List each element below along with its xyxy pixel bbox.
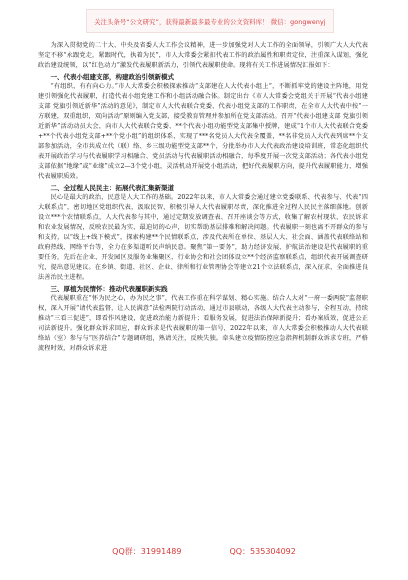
section-2-paragraph: 民心是最大的政治，民意是人大工作的基础。2022年以来，市人大常委会通过建立党委联系、代表参与、代表“四大联系点”，密切地区党组织代表，汲取民智，积极引导人大代表履职尽责，深化推进全过程人民民主落细落地。创新设立***个农情联系点，人大代表参与其中，通过定期发放调查表、召开座谈会等方式，收集了解农村现状、农民诉求和农业发展情况，反映农民最为实、最迫切的心声，切实帮助基层排难和解决问题。代表履职一刻也离不开群众的参与和支持，以“线上+线下模式”，探索构建**个民情联系点，涉及代表所在单位、基层人大、社会面、涵盖代表联络站和政府热线、网络平台等，全力在多渠道听民声纳民意。聚焦“第一要务”，助力经济发展、护航法治建设是代表履职的重要任务，先后在企业、开发园区及服务业集聚区、行业协会和社会团体设立**个经济监察联系点，组织代表开展调查研究，提出意见建议。在乡镇、街道、社区、企业、律所和行业管理协会等建立21个立法联系点，深入征求，全面推进良法善治民主进程。	[38, 194, 368, 281]
section-heading-2: 二、全过程人民民主：拓展代表汇集新渠道	[50, 184, 174, 192]
section-1-paragraph: “有组织，有有向心力。”市人大常委会积极探索推动“支部建在人大代表小组上”，不断抓牢党的建设主阵地，用党建引领强化代表履职，打造代表小组党建工作和小组活动融合体。制定出台《市人大常委会党组关于开展“代表小组建支部 党旗引领近新华”活动的意见》，制定市人大代表联合党委、代表小组党支部的工作职责，在全市人大代表中按“一方联建，双重组织，双向活动”原则编入党支部，接受教育管理并参加所在党支部活动。召开“代表小组建支部 党旗引领近新华”活动动员大会，向市人大代表联合党委、**个代表小组功能型党支部集中授牌，建成“1个市人大代表联合党委+**个代表小组党支部+**个党小组”的组织体系，实现了***名党员人大代表全覆盖，**名非党员人大代表列席**个支部参加活动，全市共成立代（联）络、乡三级功能型党支部**个，分批举办市人大代表政治建设培训班，常态化组织代表开展政治学习与代表履职学习相融合、党员活动与代表履职活动相融合，每季度开展一次党支部活动；各代表小组党支部依据“地缘”或“业缘”成立2—3个党小组，灵活机动开展党小组活动，把好代表履职方向，提升代表履职能力，增强代表履职质效。	[38, 83, 368, 180]
qq-number-text: QQ：535304092	[229, 547, 296, 556]
document-body	[38, 41, 368, 354]
footer-contact	[0, 546, 408, 557]
qq-group-text: QQ群：31991489	[112, 547, 182, 556]
promo-banner	[86, 9, 334, 33]
intro-paragraph: 为深入贯彻党的二十大、中央及省委人大工作会议精神，进一步加强党对人大工作的全面领导，引领广大人大代表坚定不移“永跟党走，紧跟时代，执着为民”，市人大常委会紧扣代表工作的政治属性和职责定位，注重深入谋划，强化政治建设统领，以“红色动力”激发代表履职新活力，引领代表履职使命。现将有关工作进展情况汇报如下：	[38, 42, 368, 69]
section-heading-1: 一、代表小组建支部，构建政治引领新模式	[50, 73, 174, 81]
section-3-paragraph: 代表履职重在“怀为民之心，办为民之事”，代表工作重在科学谋划、精心实施。结合人大对“一府一委两院”监督职权，深入开展“请代表监督，让人民满意”法检两院行动活动，通过市县联动，各级人大代表主动参与，全程互动，持续推动“三看三促进”，即看作风建设，促进政治能力新提升；看服务发展，促进法治保障新提升；看办案质效，促进公正司法新提升。强化群众诉求回应，群众诉求是代表履职的第一信号，2022年以来，市人大常委会积极推动人大代表联络站（室）参与与“医养结合”专题调研组，熟请关注，反映失独。牵头建立疫情防控应急指挥机制群众诉求专班，严格流程时效，对群众诉求进	[38, 295, 368, 352]
promo-banner-text: 关注头条号“公文研究”，获得最新最多最专业的公文资料库！ 微信：gongwenyj	[94, 18, 326, 26]
section-heading-3: 三、厚植为民情怀：推动代表履职新实践	[50, 285, 168, 293]
